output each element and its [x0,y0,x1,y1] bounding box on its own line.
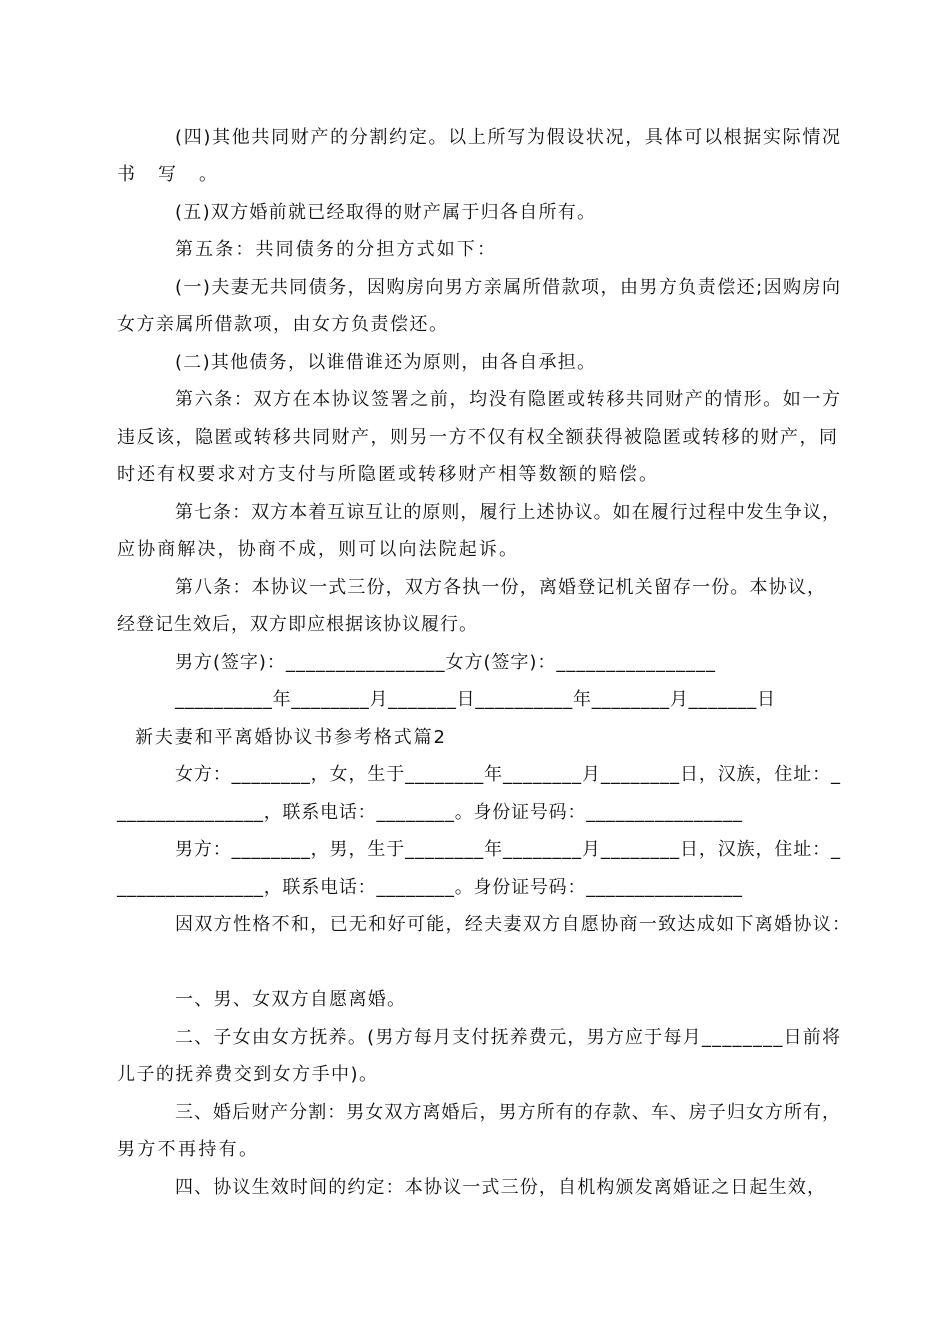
text-line: 书写。 [117,164,240,185]
clause-line: 三、婚后财产分割：男女双方离婚后，男方所有的存款、车、房子归女方所有， [175,1102,842,1123]
section-heading: 第七条：双方本着互谅互让的原则，履行上述协议。如在履行过程中发生争议， [175,502,842,523]
party-info-line: _______________，联系电话：________。身份证号码：________________ [117,802,743,823]
text-line: (二)其他债务，以谁借谁还为原则，由各自承担。 [175,352,597,373]
section-heading: 第八条：本协议一式三份，双方各执一份，离婚登记机关留存一份。本协议， [175,577,827,598]
text-line: 因双方性格不和，已无和好可能，经夫妻双方自愿协商一致达成如下离婚协议： [175,914,852,935]
party-info-line: 女方：________，女，生于________年________月________日，汉族，住址：_ [175,764,841,785]
text-line: 违反该，隐匿或转移共同财产，则另一方不仅有权全额获得被隐匿或转移的财产，同 [117,427,839,448]
text-line: 时还有权要求对方支付与所隐匿或转移财产相等数额的赔偿。 [117,464,660,485]
section-heading: 第六条：双方在本协议签署之前，均没有隐匿或转移共同财产的情形。如一方 [175,389,842,410]
text-line: 儿子的抚养费交到女方手中)。 [117,1064,379,1085]
article-heading: 新夫妻和平离婚协议书参考格式篇2 [135,727,447,748]
party-info-line: 男方：________，男，生于________年________月________日，汉族，住址：_ [175,839,841,860]
party-info-line: _______________，联系电话：________。身份证号码：________________ [117,877,743,898]
signature-line: 男方(签字)：________________女方(签字)：________________ [175,652,716,673]
clause-line: 一、男、女双方自愿离婚。 [175,989,407,1010]
text-line: 经登记生效后，双方即应根据该协议履行。 [117,614,478,635]
text-line: (五)双方婚前就已经取得的财产属于归各自所有。 [175,202,597,223]
text-line: 女方亲属所借款项，由女方负责偿还。 [117,314,449,335]
text-line: (四)其他共同财产的分割约定。以上所写为假设状况，具体可以根据实际情况 [175,127,842,148]
clause-line: 四、协议生效时间的约定：本协议一式三份，自机构颁发离婚证之日起生效， [175,1177,827,1198]
section-heading: 第五条：共同债务的分担方式如下： [175,239,498,260]
clause-line: 二、子女由女方抚养。(男方每月支付抚养费元，男方应于每月________日前将 [175,1027,842,1048]
text-line: (一)夫妻无共同债务，因购房向男方亲属所借款项，由男方负责偿还;因购房向 [175,277,842,298]
date-line: __________年________月_______日__________年________月_______日 [175,689,776,710]
text-line: 男方不再持有。 [117,1139,260,1160]
text-line: 应协商解决，协商不成，则可以向法院起诉。 [117,539,520,560]
